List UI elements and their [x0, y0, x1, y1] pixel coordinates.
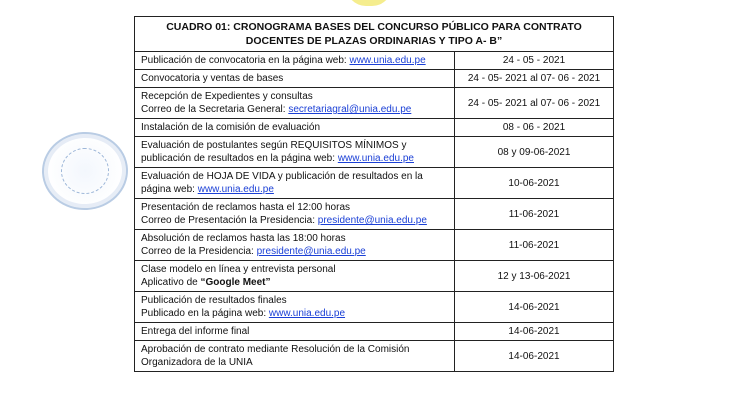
- row-date: 24 - 05- 2021 al 07- 06 - 2021: [455, 70, 614, 88]
- row-description: [135, 292, 455, 323]
- row-text: Evaluación de postulantes según REQUISITOS MÍNIMOS y: [141, 140, 407, 151]
- row-description: [135, 261, 455, 292]
- email-link[interactable]: presidente@unia.edu.pe: [317, 215, 427, 226]
- table-row: [135, 168, 614, 199]
- row-text: Recepción de Expedientes y consultas: [141, 91, 313, 102]
- row-date: 14-06-2021: [455, 341, 614, 372]
- app-name: “Google Meet”: [200, 277, 271, 288]
- table-row: [135, 137, 614, 168]
- table-row: [135, 341, 614, 372]
- web-link[interactable]: www.unia.edu.pe: [349, 55, 426, 66]
- row-date: 08 - 06 - 2021: [455, 119, 614, 137]
- row-description: [135, 52, 455, 70]
- row-text: Correo de la Secretaria General:: [141, 104, 286, 115]
- table-row: [135, 70, 614, 88]
- row-text: Publicación de convocatoria en la página web:: [141, 55, 347, 66]
- table-row: [135, 323, 614, 341]
- web-link[interactable]: www.unia.edu.pe: [268, 308, 346, 319]
- row-description: Entrega del informe final: [135, 323, 455, 341]
- row-description: Convocatoria y ventas de bases: [135, 70, 455, 88]
- row-text: Publicación de resultados finales: [141, 295, 287, 306]
- row-description: [135, 137, 455, 168]
- row-description: [135, 341, 455, 372]
- top-decoration: [346, 0, 392, 6]
- row-date: 14-06-2021: [455, 323, 614, 341]
- row-date: 11-06-2021: [455, 230, 614, 261]
- seal-inner-ring: [60, 147, 110, 195]
- row-description: [135, 88, 455, 119]
- table-row: [135, 52, 614, 70]
- row-text: Presentación de reclamos hasta el 12:00 horas: [141, 202, 351, 213]
- row-text: Organizadora de la UNIA: [141, 357, 253, 368]
- row-date: 24 - 05- 2021 al 07- 06 - 2021: [455, 88, 614, 119]
- row-text: Aplicativo de: [141, 277, 198, 288]
- row-text: página web:: [141, 184, 195, 195]
- row-description: [135, 230, 455, 261]
- row-date: 12 y 13-06-2021: [455, 261, 614, 292]
- table-row: [135, 261, 614, 292]
- row-text: Evaluación de HOJA DE VIDA y publicación de resultados en la: [141, 171, 423, 182]
- row-text: Absolución de reclamos hasta las 18:00 horas: [141, 233, 346, 244]
- official-seal-stamp: [40, 130, 130, 212]
- row-text: Aprobación de contrato mediante Resolución de la Comisión: [141, 344, 410, 355]
- web-link[interactable]: www.unia.edu.pe: [337, 153, 414, 164]
- row-description: [135, 168, 455, 199]
- row-date: 14-06-2021: [455, 292, 614, 323]
- row-date: 24 - 05 - 2021: [455, 52, 614, 70]
- table-row: [135, 199, 614, 230]
- row-text: Correo de la Presidencia:: [141, 246, 254, 257]
- web-link[interactable]: www.unia.edu.pe: [197, 184, 274, 195]
- row-date: 10-06-2021: [455, 168, 614, 199]
- schedule-table: [134, 16, 614, 372]
- row-date: 08 y 09-06-2021: [455, 137, 614, 168]
- table-row: [135, 292, 614, 323]
- row-text: Clase modelo en línea y entrevista personal: [141, 264, 336, 275]
- table-header-row: [135, 17, 614, 52]
- row-date: 11-06-2021: [455, 199, 614, 230]
- table-row: [135, 119, 614, 137]
- table-row: [135, 230, 614, 261]
- table-title: CUADRO 01: CRONOGRAMA BASES DEL CONCURSO PÚBLICO PARA CONTRATO DOCENTES DE PLAZAS ORDINARIAS Y TIPO A- B”: [135, 17, 614, 52]
- row-text: publicación de resultados en la página web:: [141, 153, 336, 164]
- row-description: [135, 199, 455, 230]
- row-text: Publicado en la página web:: [141, 308, 267, 319]
- email-link[interactable]: secretariagral@unia.edu.pe: [288, 104, 412, 115]
- row-text: Correo de Presentación la Presidencia:: [141, 215, 315, 226]
- table-row: [135, 88, 614, 119]
- row-description: Instalación de la comisión de evaluación: [135, 119, 455, 137]
- email-link[interactable]: presidente@unia.edu.pe: [256, 246, 366, 257]
